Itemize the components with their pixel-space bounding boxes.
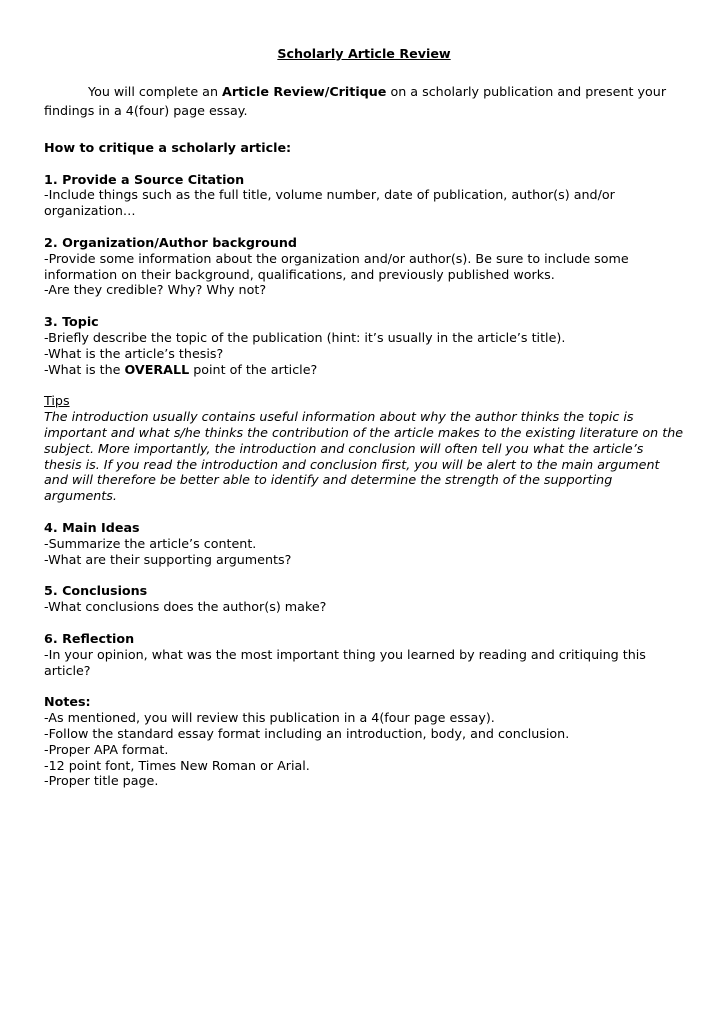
tips-text: The introduction usually contains useful information about why the author thinks the topic is important and what s/he thinks the contribution of the article makes to the existing literature on the subject. More importantly, the introduction and conclusion will often tell you what the article’s thesis is. If you read the introduction and conclusion first, you will be alert to the main argument and will therefore be better able to identify and determine the strength of the supporting arguments. bbox=[44, 409, 684, 504]
section-main-ideas bbox=[44, 520, 684, 567]
overall-after: point of the article? bbox=[189, 361, 318, 377]
section-line: -12 point font, Times New Roman or Arial. bbox=[44, 757, 310, 773]
section-line: -Follow the standard essay format including an introduction, body, and conclusion. bbox=[44, 725, 570, 741]
section-heading: 6. Reflection bbox=[44, 630, 135, 646]
section-line: -Briefly describe the topic of the publication (hint: it’s usually in the article’s title). bbox=[44, 329, 566, 345]
overall-bold: OVERALL bbox=[124, 361, 190, 377]
section-notes bbox=[44, 694, 684, 789]
section-organization-author bbox=[44, 235, 684, 298]
section-line: -What is the article’s thesis? bbox=[44, 345, 224, 361]
section-heading: 4. Main Ideas bbox=[44, 519, 140, 535]
section-line: -What conclusions does the author(s) make? bbox=[44, 599, 327, 615]
section-line-overall bbox=[44, 362, 684, 378]
section-heading: 3. Topic bbox=[44, 314, 99, 330]
section-heading: 2. Organization/Author background bbox=[44, 234, 298, 250]
document-page bbox=[44, 46, 684, 805]
section-line: -Proper title page. bbox=[44, 773, 159, 789]
section-line: -Include things such as the full title, volume number, date of publication, author(s) and/or organization… bbox=[44, 187, 615, 219]
how-to-heading: How to critique a scholarly article: bbox=[44, 139, 292, 155]
intro-text-before: You will complete an bbox=[88, 83, 223, 99]
section-heading: 1. Provide a Source Citation bbox=[44, 171, 245, 187]
section-topic bbox=[44, 314, 684, 377]
section-line: -What are their supporting arguments? bbox=[44, 551, 292, 567]
section-line: -In your opinion, what was the most important thing you learned by reading and critiquing this article? bbox=[44, 646, 646, 678]
document-title: Scholarly Article Review bbox=[277, 46, 451, 61]
section-line: -Provide some information about the organization and/or author(s). Be sure to include some information on their background, qualifications, and previously published works. bbox=[44, 250, 629, 282]
tips-label: Tips bbox=[44, 393, 70, 409]
section-heading: Notes: bbox=[44, 694, 91, 710]
intro-text-after: on a scholarly publication and present your findings in a 4(four) page essay. bbox=[44, 83, 667, 118]
section-heading: 5. Conclusions bbox=[44, 583, 148, 599]
section-source-citation bbox=[44, 172, 684, 219]
section-line: -Summarize the article’s content. bbox=[44, 535, 257, 551]
intro-text-bold: Article Review/Critique bbox=[222, 83, 387, 99]
section-reflection bbox=[44, 631, 684, 678]
intro-paragraph bbox=[44, 82, 684, 120]
section-tips bbox=[44, 393, 684, 504]
overall-before: -What is the bbox=[44, 361, 125, 377]
section-line: -Proper APA format. bbox=[44, 741, 169, 757]
section-line: -As mentioned, you will review this publication in a 4(four page essay). bbox=[44, 710, 495, 726]
section-conclusions bbox=[44, 583, 684, 615]
section-line: -Are they credible? Why? Why not? bbox=[44, 282, 267, 298]
